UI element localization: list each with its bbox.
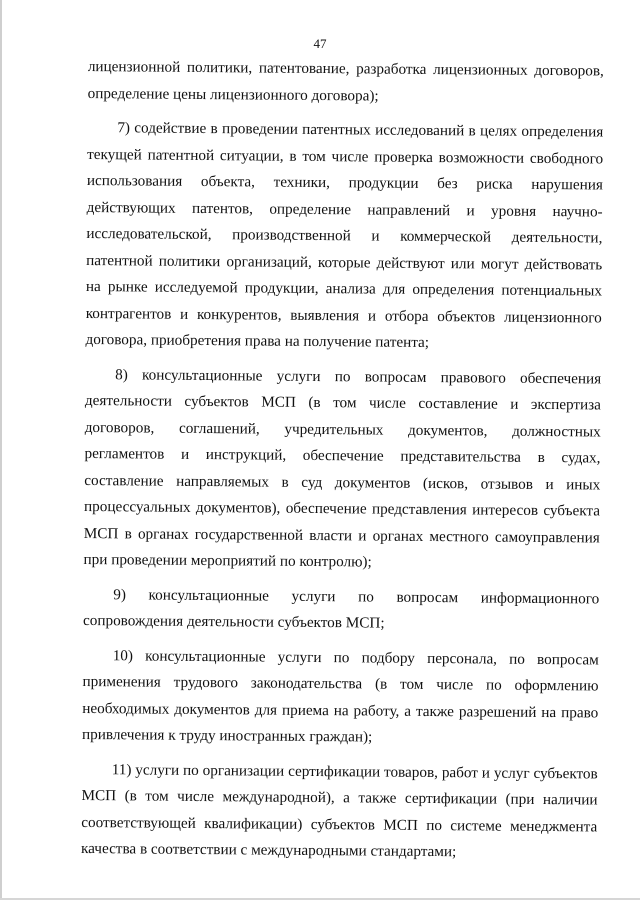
paragraph-item-11: 11) услуги по организации сертификации товаров, работ и услуг субъектов МСП (в том числе международной), а также сертификации (при наличии соответствующей квалификации) субъектов МСП по системе менеджмента качества в соответствии с международными стандартами; — [80, 760, 598, 861]
paragraph-item-10: 10) консультационные услуги по подбору персонала, по вопросам применения трудового законодательства (в том числе по оформлению необходимых документов для приема на работу, а также разрешений на право привлечения к труду иностранных граждан); — [81, 646, 599, 746]
paragraph-item-8: 8) консультационные услуги по вопросам правового обеспечения деятельности субъектов МСП (в том числе составление и экспертиза договоров, соглашений, учредительных документов, должностных регламентов и инструкций, обеспечение представительства в судах, составление направляемых в суд документов (исков, отзывов и иных процессуальных документов), обеспечение представления интересов субъекта МСП в органах государственной власти и органах местного самоуправления при проведении мероприятий по контролю); — [83, 365, 602, 571]
paragraph-continuation: лицензионной политики, патентование, разработка лицензионных договоров, определение цены лицензионного договора); — [87, 57, 604, 105]
scan-edge-left — [0, 0, 2, 900]
page-number: 47 — [313, 36, 327, 51]
paragraph-item-7: 7) содействие в проведении патентных исследований в целях определения текущей патентной ситуации, в том числе проверка возможности свободного использования объекта, техники, продукции без риска нарушения действующих патентов, определение направлений и уровня научно-исследовательской, производственной и коммерческой деятельности, патентной политики организаций, которые действуют или могут действовать на рынке исследуемой продукции, анализа для определения потенциальных контрагентов и конкурентов, выявления и отбора объектов лицензионного договора, приобретения права на получение патента; — [85, 119, 604, 351]
paragraph-item-9: 9) консультационные услуги по вопросам информационного сопровождения деятельности субъектов МСП; — [82, 585, 600, 632]
document-body — [81, 54, 604, 875]
